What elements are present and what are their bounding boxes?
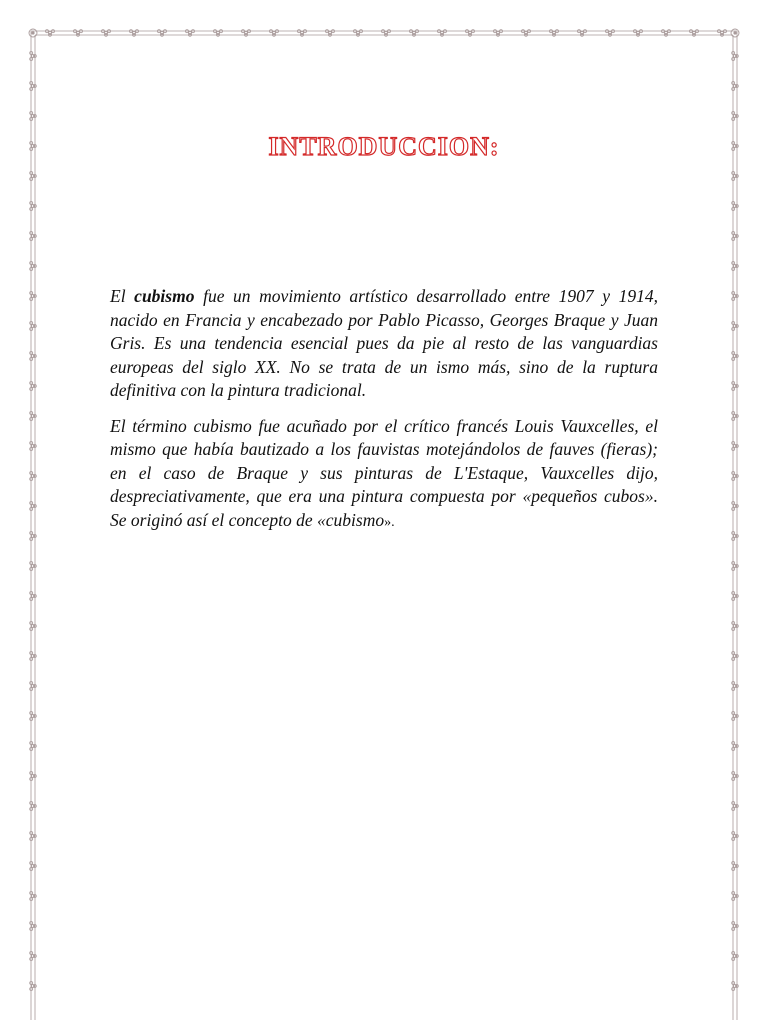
border-ornament: [732, 772, 739, 781]
border-ornament: [30, 112, 37, 121]
border-ornament: [634, 30, 643, 37]
corner-ornament: [31, 31, 34, 34]
border-ornament: [732, 562, 739, 571]
border-ornament: [30, 982, 37, 991]
border-ornament: [242, 30, 251, 37]
border-ornament: [732, 922, 739, 931]
border-ornament: [662, 30, 671, 37]
border-ornament: [354, 30, 363, 37]
paragraph-term-origin-text: El término cubismo fue acuñado por el crítico francés Louis Vauxcelles, el mismo que había bautizado a los fauvistas motejándolos de fauves (fieras); en el caso de Braque y sus pinturas de L'Estaque, Vauxcelles dijo, despreciativamente, que era una pintura compuesta por «pequeños cubos». Se originó así el concepto de «cubismo: [110, 415, 658, 530]
border-ornament: [732, 112, 739, 121]
border-ornament: [30, 772, 37, 781]
border-ornament: [46, 30, 55, 37]
border-ornament: [732, 262, 739, 271]
border-ornament: [494, 30, 503, 37]
border-ornament: [732, 982, 739, 991]
border-ornament: [732, 682, 739, 691]
border-ornament: [410, 30, 419, 37]
border-ornament: [732, 652, 739, 661]
border-ornament: [214, 30, 223, 37]
border-ornament: [466, 30, 475, 37]
paragraph-intro-text: fue un movimiento artístico desarrollado entre 1907 y 1914, nacido en Francia y encabezado por Pablo Picasso, Georges Braque y Juan Gris. Es una tendencia esencial pues da pie al resto de las vanguardias europeas del siglo XX. No se trata de un ismo más, sino de la ruptura definitiva con la pintura tradicional.: [110, 286, 659, 400]
border-ornament: [30, 202, 37, 211]
page-title: INTRODUCCION:: [268, 132, 500, 161]
border-ornament: [30, 322, 37, 331]
corner-ornament: [29, 29, 37, 37]
border-ornament: [30, 562, 37, 571]
border-ornament: [30, 802, 37, 811]
border-ornament: [30, 862, 37, 871]
border-ornament: [30, 652, 37, 661]
border-ornament: [30, 292, 37, 301]
corner-ornament: [731, 29, 739, 37]
border-ornament: [732, 952, 739, 961]
border-ornament: [732, 742, 739, 751]
border-ornament: [30, 52, 37, 61]
border-ornament: [298, 30, 307, 37]
border-ornament: [30, 352, 37, 361]
border-ornament: [30, 622, 37, 631]
border-ornament: [690, 30, 699, 37]
border-ornament: [30, 952, 37, 961]
border-ornament: [30, 262, 37, 271]
border-ornament: [270, 30, 279, 37]
border-ornament: [30, 502, 37, 511]
border-ornament: [326, 30, 335, 37]
border-ornament: [30, 382, 37, 391]
border-ornament: [30, 532, 37, 541]
border-ornament: [606, 30, 615, 37]
border-ornament: [732, 712, 739, 721]
border-ornament: [732, 802, 739, 811]
border-ornament: [130, 30, 139, 37]
border-ornament: [732, 622, 739, 631]
border-ornament: [30, 742, 37, 751]
border-ornament: [732, 172, 739, 181]
border-ornament: [732, 862, 739, 871]
border-ornament: [102, 30, 111, 37]
border-ornament: [578, 30, 587, 37]
border-ornament: [718, 30, 727, 37]
border-ornament: [732, 412, 739, 421]
paragraph-lead: El: [110, 286, 126, 306]
keyword-cubismo: cubismo: [134, 286, 195, 306]
border-ornament: [732, 232, 739, 241]
border-ornament: [382, 30, 391, 37]
border-ornament: [30, 592, 37, 601]
border-ornament: [438, 30, 447, 37]
border-ornament: [732, 502, 739, 511]
border-ornament: [732, 382, 739, 391]
border-ornament: [732, 82, 739, 91]
border-ornament: [732, 592, 739, 601]
border-ornament: [732, 352, 739, 361]
border-ornament: [30, 412, 37, 421]
closing-quote: ».: [384, 514, 395, 530]
border-ornament: [30, 712, 37, 721]
border-ornament: [30, 832, 37, 841]
border-ornament: [522, 30, 531, 37]
border-ornament: [30, 472, 37, 481]
border-ornament: [30, 172, 37, 181]
border-ornament: [550, 30, 559, 37]
border-ornament: [732, 292, 739, 301]
paragraph-intro: [110, 285, 658, 403]
border-ornament: [30, 922, 37, 931]
border-ornament: [30, 682, 37, 691]
paragraph-term-origin: [110, 415, 658, 535]
border-ornament: [732, 202, 739, 211]
border-ornament: [186, 30, 195, 37]
border-ornament: [732, 832, 739, 841]
border-ornament: [732, 52, 739, 61]
border-ornament: [74, 30, 83, 37]
border-ornament: [732, 532, 739, 541]
document-body: [110, 285, 658, 546]
border-ornament: [732, 442, 739, 451]
corner-ornament: [733, 31, 736, 34]
border-ornament: [30, 232, 37, 241]
border-ornament: [30, 892, 37, 901]
border-ornament: [732, 322, 739, 331]
border-ornament: [158, 30, 167, 37]
border-ornament: [732, 892, 739, 901]
border-ornament: [732, 472, 739, 481]
border-ornament: [30, 442, 37, 451]
border-ornament: [30, 82, 37, 91]
